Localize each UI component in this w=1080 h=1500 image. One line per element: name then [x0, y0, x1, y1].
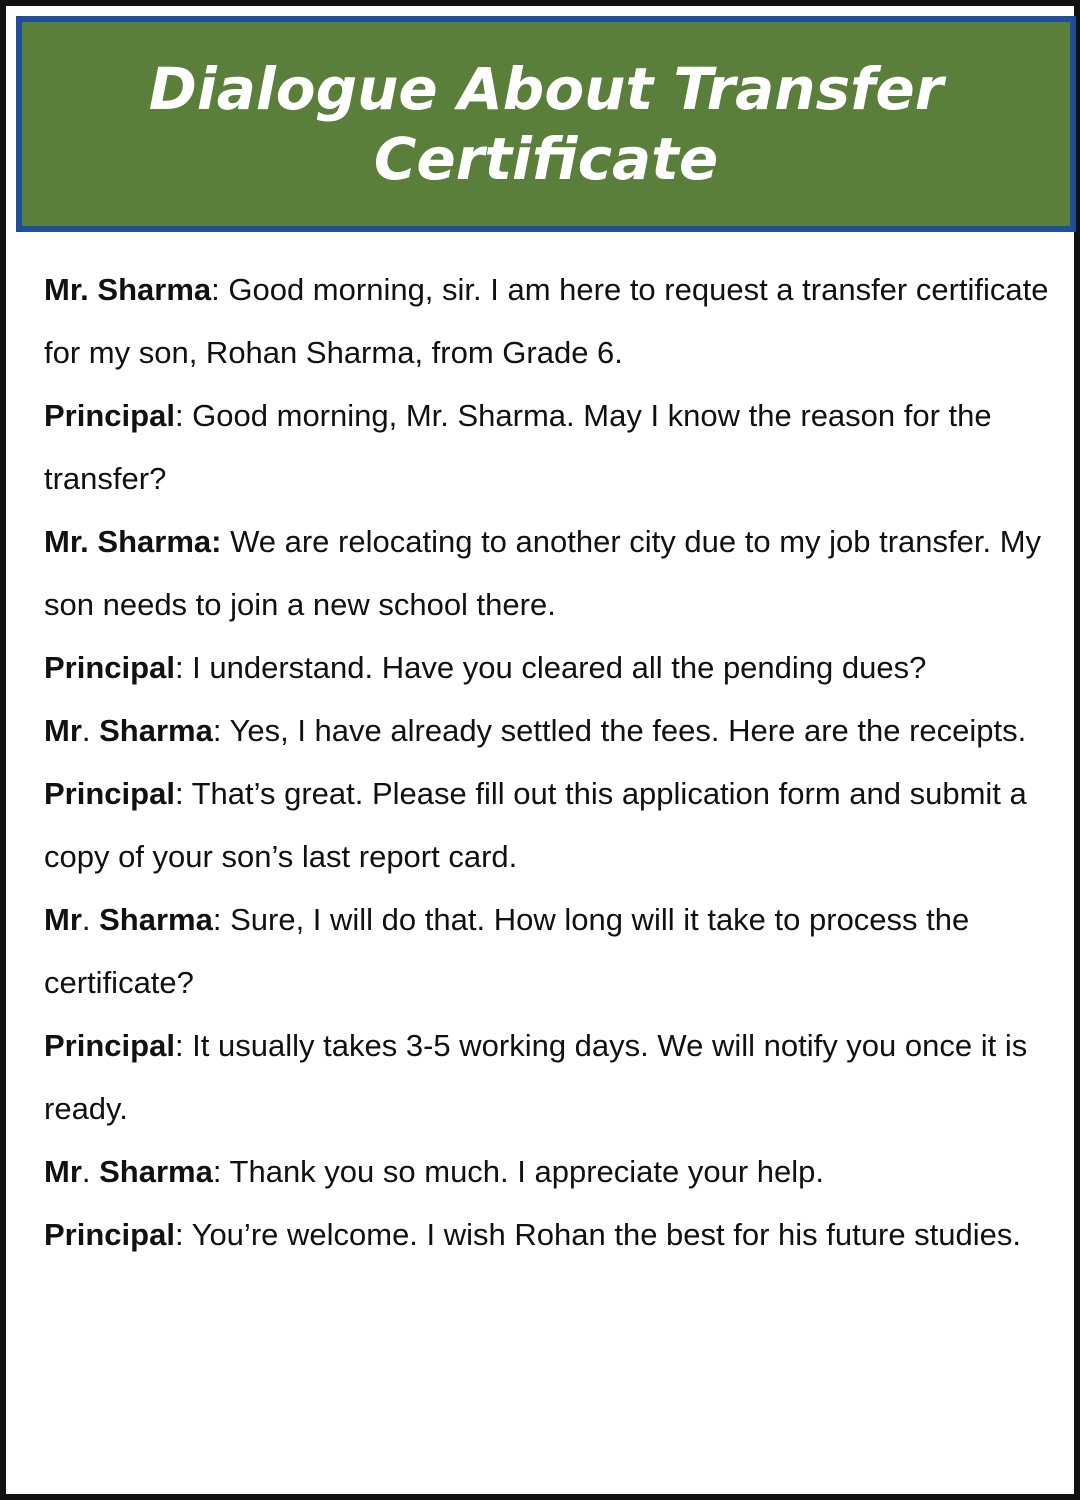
speaker-separator: : — [174, 1028, 184, 1063]
dialogue-list — [44, 258, 1054, 1266]
page-title: Dialogue About Transfer Certificate — [148, 55, 944, 193]
speaker-name: Mr — [44, 902, 82, 937]
dialogue-text: We are relocating to another city due to my job transfer. My son needs to join a new school there. — [44, 524, 1042, 622]
dialogue-text: : Yes, I have already settled the fees. Here are the receipts. — [212, 713, 1027, 748]
speaker-name-part2: Sharma — [99, 902, 213, 937]
speaker-separator: . — [81, 902, 100, 937]
dialogue-text: : Thank you so much. I appreciate your help. — [212, 1154, 825, 1189]
speaker-name: Principal — [44, 650, 175, 685]
speaker-name-part2: Sharma — [99, 1154, 213, 1189]
speaker-separator: : — [174, 1217, 184, 1252]
dialogue-text: Good morning, sir. I am here to request a transfer certificate for my son, Rohan Sharma, from Grade 6. — [44, 272, 1049, 370]
dialogue-text: Good morning, Mr. Sharma. May I know the reason for the transfer? — [44, 398, 992, 496]
speaker-name: Mr. Sharma — [44, 272, 212, 307]
speaker-separator: . — [81, 1154, 100, 1189]
speaker-name-part2: Sharma — [99, 713, 213, 748]
dialogue-text: : Sure, I will do that. How long will it take to process the certificate? — [44, 902, 970, 1000]
speaker-name: Mr — [44, 713, 82, 748]
dialogue-line — [44, 384, 1054, 510]
dialogue-line — [44, 888, 1054, 1014]
speaker-name: Mr. Sharma: — [44, 524, 222, 559]
dialogue-line — [44, 636, 1054, 699]
dialogue-text: It usually takes 3-5 working days. We will notify you once it is ready. — [44, 1028, 1028, 1126]
speaker-separator: : — [174, 398, 184, 433]
dialogue-line — [44, 762, 1054, 888]
speaker-separator: . — [81, 713, 100, 748]
speaker-separator: : — [174, 776, 184, 811]
speaker-name: Principal — [44, 398, 175, 433]
dialogue-text: You’re welcome. I wish Rohan the best for his future studies. — [183, 1217, 1022, 1252]
speaker-name: Mr — [44, 1154, 82, 1189]
dialogue-line — [44, 1203, 1054, 1266]
dialogue-line — [44, 258, 1054, 384]
speaker-name: Principal — [44, 1028, 175, 1063]
speaker-name: Principal — [44, 776, 175, 811]
dialogue-line — [44, 699, 1054, 762]
dialogue-text: That’s great. Please fill out this application form and submit a copy of your son’s last report card. — [44, 776, 1027, 874]
dialogue-line — [44, 510, 1054, 636]
speaker-separator: : — [174, 650, 184, 685]
dialogue-line — [44, 1140, 1054, 1203]
dialogue-line — [44, 1014, 1054, 1140]
speaker-name: Principal — [44, 1217, 175, 1252]
dialogue-text: I understand. Have you cleared all the pending dues? — [183, 650, 927, 685]
title-banner — [16, 16, 1076, 232]
speaker-separator: : — [211, 272, 220, 307]
